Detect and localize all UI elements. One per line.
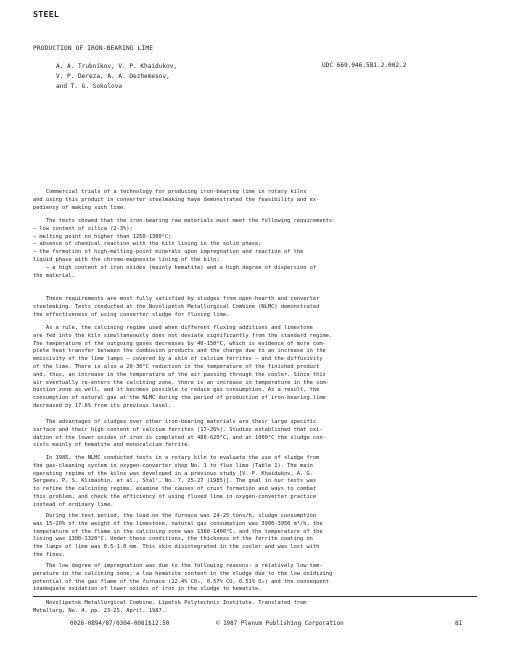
text-line: inadequate oxidation of lower oxides of iron in the sludge to hematite. [33,586,262,593]
text-line: was 15-20% of the weight of the limestone, natural gas consumption was 3900-3950 m³/h, the [33,520,323,527]
text-line: Sergeev, P. S. Klimashin, et al., Stal', No. 7, 25-27 (1985)]. The goal in our tests was [33,478,317,485]
text-line: Commercial trials of a technology for producing iron-bearing lime in rotary kilns [33,189,307,195]
text-line: The low degree of impregnation was due to the following reasons: a relatively low tem- [33,563,323,569]
author-line: and T. G. Sokolova [56,83,123,90]
text-line: dation of the lower oxides of iron is completed at 480-620°C, and at 1000°C the sludge con- [33,434,326,441]
footnote [33,599,479,615]
text-line: — melting point no higher than 1250-1300°C; [33,233,172,240]
text-line: The temperature of the outgoing gases decreases by 40-150°C, which is evidence of more com- [33,340,326,347]
text-line: pediency of making such lime. [33,204,127,211]
text-line: — low content of silica (2-3%); [33,225,133,232]
text-line: air eventually re-enters the calcining zone, there is an increase in temperature in the com- [33,379,329,386]
text-line: bustion zone as well, and it becomes possible to reduce gas consumption. As a result, the [33,387,320,394]
text-line: The tests showed that the iron-bearing raw materials must meet the following requirements: [33,218,336,224]
text-line: steelmaking. Tests conducted at the Novolipetsk Metallurgical Combine (NLMC) demonstrated [33,303,320,310]
text-line: In 1985, the NLMC conducted tests in a rotary kiln to evaluate the use of sludge from [33,455,320,461]
text-line: sists mainly of hematite and monocalcium ferrite. [33,442,191,449]
text-line: surface and their high content of calcium ferrites (17-26%). Studies established that oxi- [33,426,323,433]
udc-code: UDC 669.046.581.2.002.2 [322,62,407,69]
text-line: emissivity of the lime lumps — covered by a skin of calcium ferrites — and the diffusivity [33,356,323,363]
text-line: are fed into the kiln simultaneously does not deviate significantly from the standard regime. [33,332,333,339]
text-line: plete heat transfer between the combusion products and the charge due to an increase in the [33,348,326,355]
text-line: instead of ordinary lime. [33,501,114,508]
text-line: — the formation of high-melting-point minerals upon impregnation and reaction of the [33,249,304,256]
author-list [56,62,177,92]
text-line: and using this product in converter steelmaking have demonstrated the feasibility and ex- [33,196,320,203]
author-line: V. P. Dereza, A. A. Dezhemesov, [56,73,170,80]
text-line: During the test period, the load on the furnace was 24-25 tons/h, sludge consumption [33,513,317,519]
text-line: temperature of the flame in the calcining zone was 1380-1400°C, and the temperature of the [33,528,323,535]
journal-header: STEEL [33,9,60,19]
text-line: lining was 1300-1320°C. Under these conditions, the thickness of the ferrite coating on [33,536,313,543]
page-number: 81 [455,621,463,627]
paragraph-intro [33,189,479,212]
text-line: operating regime of the kilns was developed in a previous study [V. P. Khaidukov, A. G. [33,470,313,477]
paragraph-impregnation-text [33,563,479,594]
copyright-notice: © 1987 Plenum Publishing Corporation [216,621,344,627]
footnote-divider [33,596,477,597]
footnote-line: Metallurg, No. 4, pp. 23-25, April, 1987. [33,608,165,614]
paragraph-tests-1985 [33,455,479,510]
text-line: consumption of natural gas at the NLMC during the period of production of iron-bearing lime [33,395,326,402]
article-code: 0026-0894/87/0304-0081$12.50 [70,621,170,627]
text-line: the material. [33,272,75,279]
paragraph-sludges [33,296,479,319]
paragraph-calcining [33,325,479,411]
author-line: A. A. Trubnikov, V. P. Khaidukov, [56,63,178,70]
text-line: The advantages of sludges over other iron-bearing materials are their large specific [33,419,317,425]
text-line: this problem, and check the efficiency of using fluxed lime in oxygen-converter practice [33,493,317,500]
article-title: PRODUCTION OF IRON-BEARING LIME [33,45,154,52]
text-line: the effectiveness of using converter sludge for fluxing lime. [33,311,230,318]
text-line: These requirements are most fully satisfied by sludges from open-hearth and converter [33,296,320,302]
paragraph-advantages [33,419,479,450]
footnote-line: Novolipetsk Metallurgical Combine. Lipetsk Polytechnic Institute. Translated from [33,600,307,606]
text-line: — absence of chemical reaction with the kiln lining in the solid phase; [33,241,262,248]
paragraph-requirements [33,218,479,280]
text-line: perature in the calcining zone; a low hematite content in the sludge due to the low oxidizing [33,570,333,577]
text-line: As a rule, the calcining regime used when different fluxing additions and limestone [33,325,313,331]
text-line: of the lime. There is also a 20-30°C reduction in the temperature of the finished product [33,363,320,370]
text-line: the lumps of lime was 0.5-1.0 mm. This skin disintegrated in the cooler and was lost with [33,544,320,551]
text-line: — a high content of iron oxides (mainly hematite) and a high degree of dispersion of [33,264,317,271]
text-line: and, thus, an increase in the temperature of the air passing through the cooler. Since this [33,371,326,378]
text-line: to refine the calcining regime, examine the causes of crust formation and ways to combat [33,486,317,493]
text-line: liquid phase with the chrome-magnesite lining of the kiln; [33,256,220,263]
text-line: the gas-cleaning system in oxygen-converter shop No. 1 to flux lime (Table 1). The main [33,462,313,469]
paragraph-test-period [33,513,479,560]
text-line: the fines. [33,551,66,558]
text-line: decreased by 17.6% from its previous level. [33,402,172,409]
text-line: potential of the gas flame of the furnace (22.4% CO₂, 0.57% CO, 0.51% O₂) and the consequent [33,578,329,585]
